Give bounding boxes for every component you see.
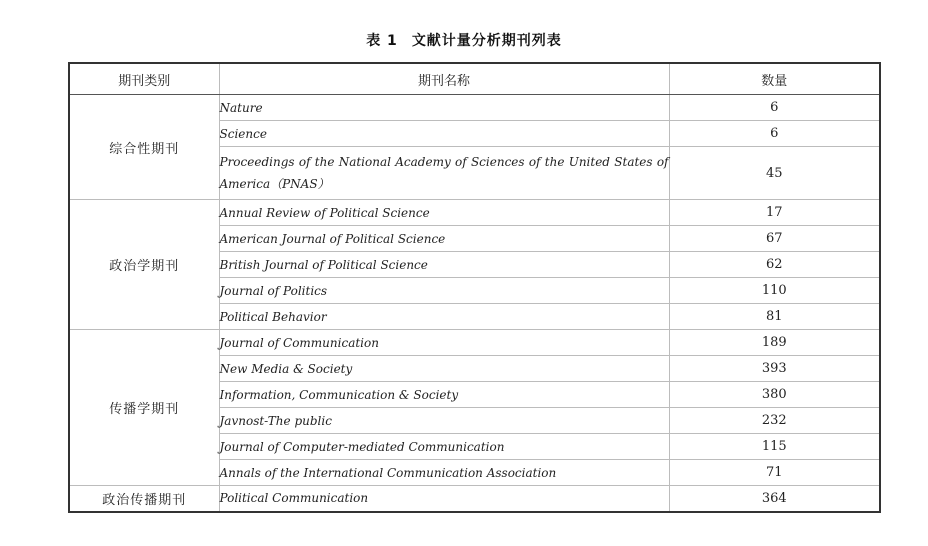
journal-count: 45 bbox=[669, 147, 880, 200]
table-row bbox=[69, 200, 880, 226]
journal-table bbox=[68, 62, 881, 513]
journal-count: 67 bbox=[669, 226, 880, 252]
category-cell: 政治学期刊 bbox=[69, 200, 219, 330]
journal-name: Annual Review of Political Science bbox=[219, 200, 669, 226]
journal-count: 380 bbox=[669, 382, 880, 408]
journal-count: 110 bbox=[669, 278, 880, 304]
journal-name: Journal of Politics bbox=[219, 278, 669, 304]
journal-name: Journal of Communication bbox=[219, 330, 669, 356]
journal-count: 6 bbox=[669, 95, 880, 121]
journal-name: Journal of Computer-mediated Communication bbox=[219, 434, 669, 460]
journal-count: 393 bbox=[669, 356, 880, 382]
journal-count: 62 bbox=[669, 252, 880, 278]
table-caption bbox=[0, 30, 928, 50]
journal-name: New Media & Society bbox=[219, 356, 669, 382]
category-cell: 综合性期刊 bbox=[69, 95, 219, 200]
table-row bbox=[69, 486, 880, 512]
journal-name: American Journal of Political Science bbox=[219, 226, 669, 252]
journal-count: 6 bbox=[669, 121, 880, 147]
journal-name: Nature bbox=[219, 95, 669, 121]
header-count: 数量 bbox=[669, 63, 880, 95]
header-row bbox=[69, 63, 880, 95]
journal-name: Political Behavior bbox=[219, 304, 669, 330]
journal-name: Proceedings of the National Academy of Sciences of the United States of America（PNAS） bbox=[219, 147, 669, 200]
journal-count: 17 bbox=[669, 200, 880, 226]
journal-count: 71 bbox=[669, 460, 880, 486]
table-row bbox=[69, 330, 880, 356]
journal-count: 115 bbox=[669, 434, 880, 460]
table-title: 文献计量分析期刊列表 bbox=[411, 33, 562, 49]
journal-name: Annals of the International Communication Association bbox=[219, 460, 669, 486]
journal-count: 364 bbox=[669, 486, 880, 512]
journal-count: 232 bbox=[669, 408, 880, 434]
header-category: 期刊类别 bbox=[69, 63, 219, 95]
journal-name: British Journal of Political Science bbox=[219, 252, 669, 278]
journal-count: 189 bbox=[669, 330, 880, 356]
header-journal: 期刊名称 bbox=[219, 63, 669, 95]
table-row bbox=[69, 95, 880, 121]
journal-count: 81 bbox=[669, 304, 880, 330]
category-cell: 政治传播期刊 bbox=[69, 486, 219, 512]
journal-name: Political Communication bbox=[219, 486, 669, 512]
journal-name: Information, Communication & Society bbox=[219, 382, 669, 408]
journal-name: Science bbox=[219, 121, 669, 147]
journal-name: Javnost-The public bbox=[219, 408, 669, 434]
category-cell: 传播学期刊 bbox=[69, 330, 219, 486]
table-number: 表 1 bbox=[366, 33, 398, 49]
